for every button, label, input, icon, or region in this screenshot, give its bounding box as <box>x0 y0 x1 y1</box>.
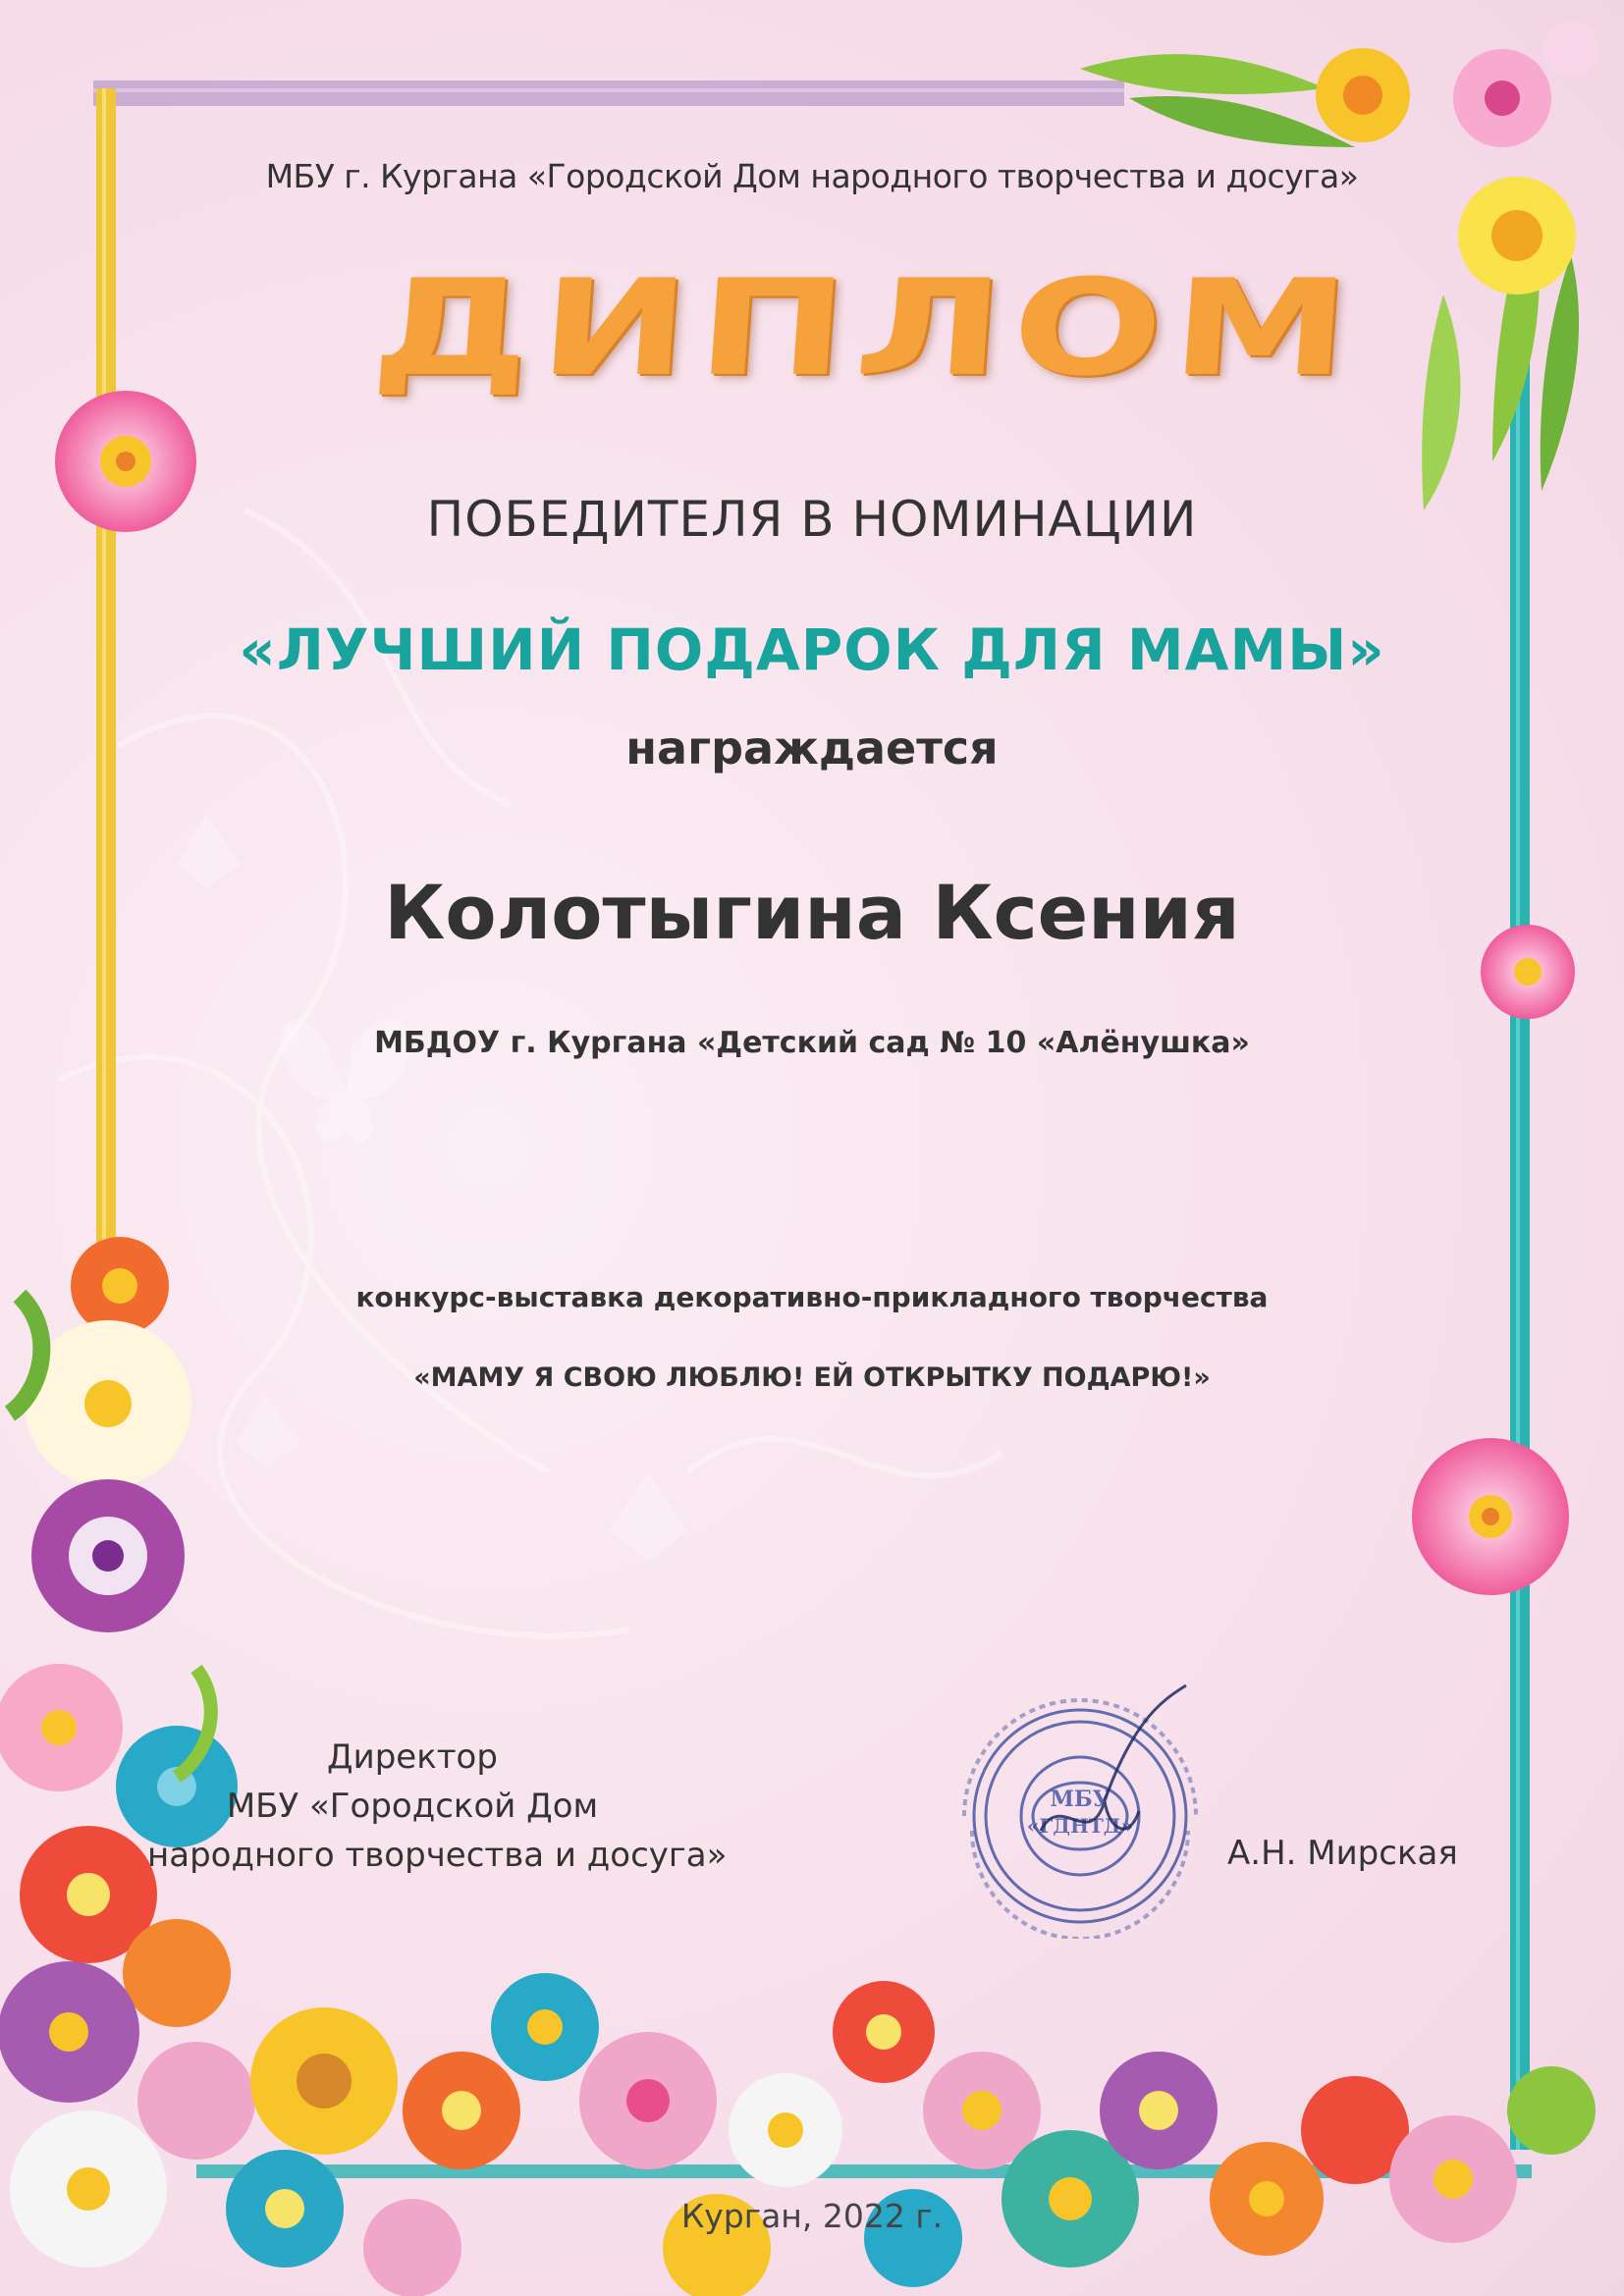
contest-name: «МАМУ Я СВОЮ ЛЮБЛЮ! ЕЙ ОТКРЫТКУ ПОДАРЮ!» <box>413 1362 1211 1393</box>
signer-name: А.Н. Мирская <box>1227 1834 1458 1873</box>
city-year: Курган, 2022 г. <box>680 2197 944 2235</box>
awarded-label: награждается <box>625 721 999 774</box>
organization-header: МБУ г. Кургана «Городской Дом народного творчества и досуга» <box>265 157 1359 195</box>
director-title: Директор <box>327 1737 498 1777</box>
nomination-title: «ЛУЧШИЙ ПОДАРОК ДЛЯ МАМЫ» <box>239 616 1385 683</box>
director-org-line: МБУ «Городской Дом <box>226 1787 599 1826</box>
director-org-line: народного творчества и досуга» <box>147 1836 728 1875</box>
winner-label: ПОБЕДИТЕЛЯ В НОМИНАЦИИ <box>426 491 1198 548</box>
diploma-title: ДИПЛОМ <box>367 251 1364 405</box>
recipient-institution: МБДОУ г. Кургана «Детский сад № 10 «Алёнушка» <box>374 1026 1250 1060</box>
director-signature-block <box>147 1733 728 1880</box>
official-stamp <box>933 1683 1247 1939</box>
contest-type: конкурс-выставка декоративно-прикладного творчества <box>355 1281 1269 1313</box>
svg-text:МБУ: МБУ <box>1050 1787 1110 1812</box>
svg-text:«ГДНТД»: «ГДНТД» <box>1026 1814 1134 1838</box>
recipient-name: Колотыгина Ксения <box>384 869 1240 956</box>
